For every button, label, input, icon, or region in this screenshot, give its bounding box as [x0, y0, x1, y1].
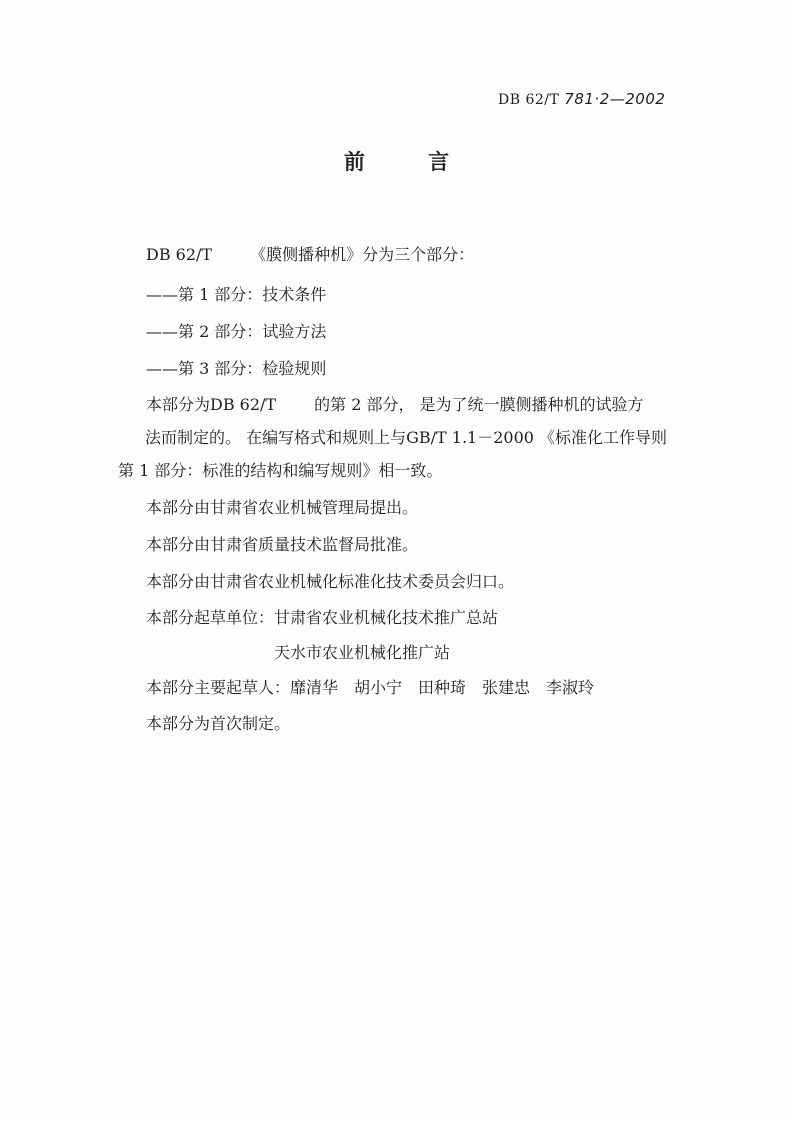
managed-by: 本部分由甘肃省农业机械化标准化技术委员会归口。: [146, 572, 515, 591]
para1-line1-a: 本部分为DB 62/T: [146, 395, 277, 414]
main-drafters: 本部分主要起草人：靡清华 胡小宁 田种琦 张建忠 李淑玲: [146, 678, 595, 697]
drafting-units-line2: 天水市农业机械化推广站: [274, 643, 451, 662]
part-item-2: ——第 2 部分：试验方法: [146, 322, 327, 341]
intro-suffix: 《膜侧播种机》分为三个部分：: [250, 245, 475, 264]
standard-number-handwritten: 781·2—2002: [564, 90, 666, 108]
part-item-3: ——第 3 部分：检验规则: [146, 359, 327, 378]
para1-line3: 第 1 部分：标准的结构和编写规则》相一致。: [118, 461, 443, 480]
standard-code: DB 62/T: [498, 92, 560, 108]
intro-line: [146, 244, 474, 266]
approved-by: 本部分由甘肃省质量技术监督局批准。: [146, 535, 419, 554]
drafting-units-line1: 本部分起草单位：甘肃省农业机械化技术推广总站: [146, 608, 499, 627]
first-issue: 本部分为首次制定。: [146, 714, 291, 733]
para1-line1-b: 的第 2 部分， 是为了统一膜侧播种机的试验方: [314, 395, 644, 414]
proposed-by: 本部分由甘肃省农业机械管理局提出。: [146, 498, 419, 517]
part-item-1: ——第 1 部分：技术条件: [146, 285, 327, 304]
standard-number: [498, 90, 665, 108]
intro-prefix: DB 62/T: [146, 245, 213, 264]
para1-line2: 法而制定的。 在编写格式和规则上与GB/T 1.1－2000 《标准化工作导则: [145, 428, 668, 447]
para1-line1: [146, 394, 644, 416]
page-title: 前 言: [343, 149, 478, 174]
